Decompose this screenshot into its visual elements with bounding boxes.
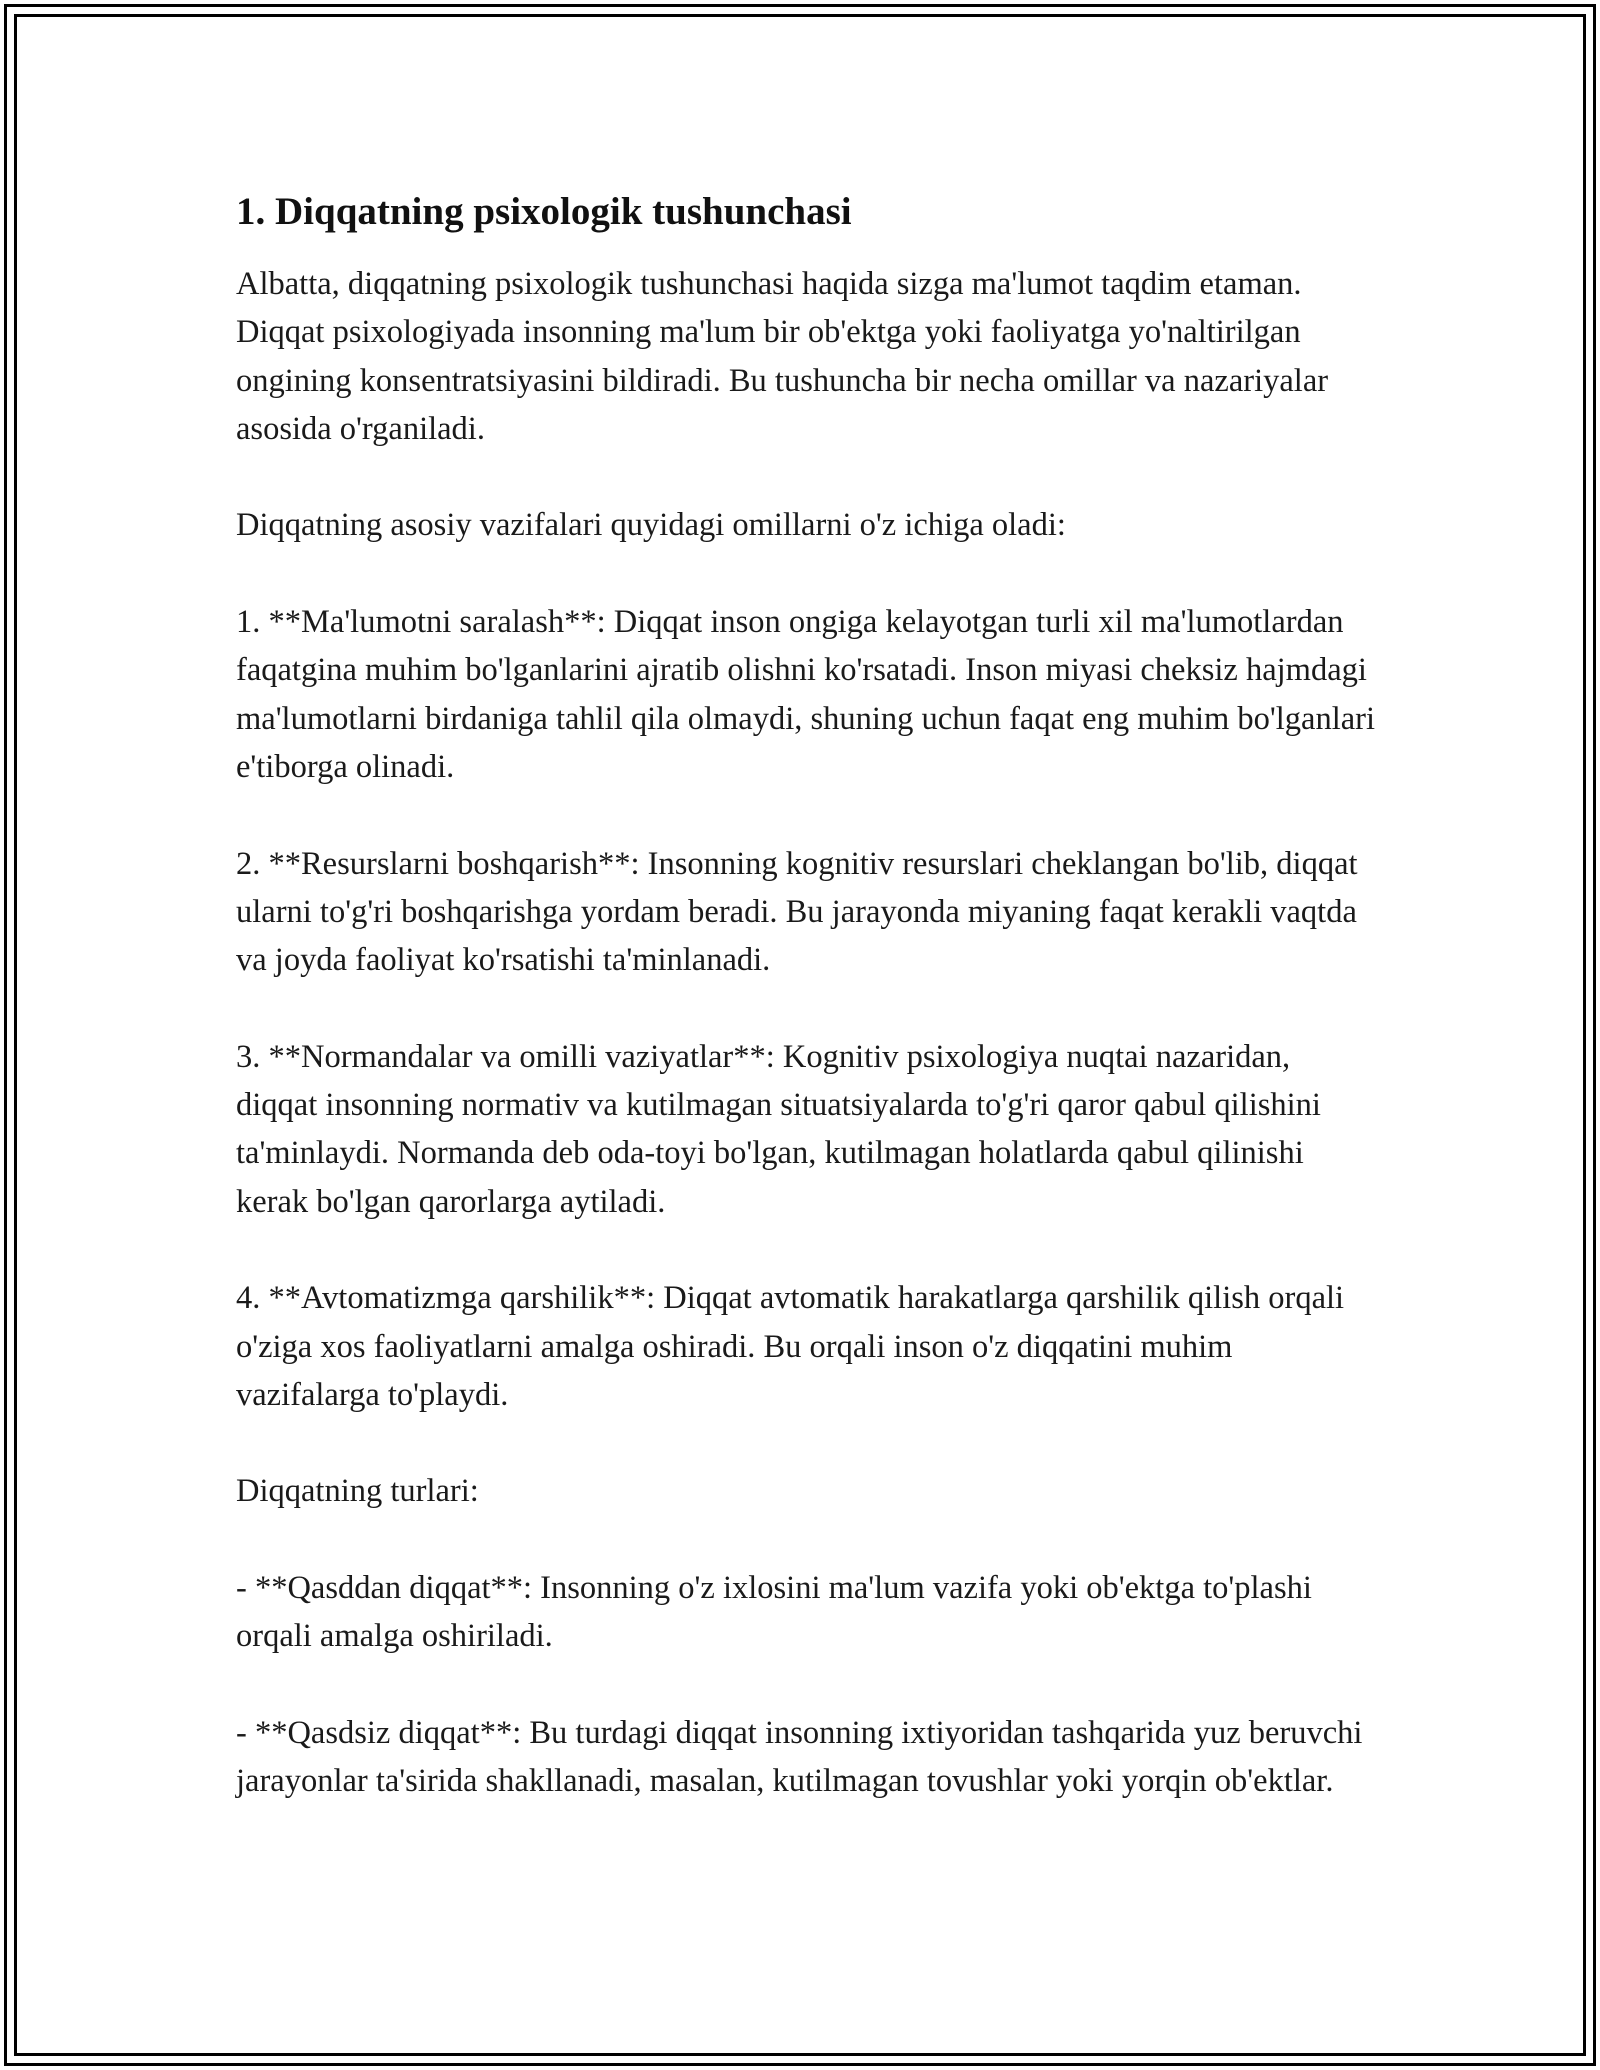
type-item-voluntary: - **Qasddan diqqat**: Insonning o'z ixlosini ma'lum vazifa yoki ob'ektga to'plashi orqali amalga oshiriladi. <box>236 1570 1312 1655</box>
functions-heading-paragraph: Diqqatning asosiy vazifalari quyidagi omillarni o'z ichiga oladi: <box>236 507 1066 544</box>
function-item-2: 2. **Resurslarni boshqarish**: Insonning kognitiv resurslari cheklangan bo'lib, diqqat ularni to'g'ri boshqarishga yordam beradi. Bu jarayonda miyaning faqat kerakli vaqtda va joyda faoliyat ko'rsatishi ta'minlanadi. <box>236 845 1358 979</box>
type-item-involuntary: - **Qasdsiz diqqat**: Bu turdagi diqqat insonning ixtiyoridan tashqarida yuz beruvchi jarayonlar ta'sirida shakllanadi, masalan, kutilmagan tovushlar yoki yorqin ob'ektlar. <box>236 1714 1363 1800</box>
function-item-1: 1. **Ma'lumotni saralash**: Diqqat inson ongiga kelayotgan turli xil ma'lumotlardan faqatgina muhim bo'lganlarini ajratib olishni ko'rsatadi. Inson miyasi cheksiz hajmdagi ma'lumotlarni birdaniga tahlil qila olmaydi, shuning uchun faqat eng muhim bo'lganlari e'tiborga olinadi. <box>236 604 1376 785</box>
types-heading-paragraph: Diqqatning turlari: <box>236 1473 479 1510</box>
function-item-3: 3. **Normandalar va omilli vaziyatlar**: Kognitiv psixologiya nuqtai nazaridan, diqqat insonning normativ va kutilmagan situatsiyalarda to'g'ri qaror qabul qilishini ta'minlaydi. Normanda deb oda-toyi bo'lgan, kutilmagan holatlarda qabul qilinishi kerak bo'lgan qarorlarga aytiladi. <box>236 1038 1321 1220</box>
document-title: 1. Diqqatning psixologik tushunchasi <box>236 190 852 233</box>
document-body <box>236 186 1376 1806</box>
intro-paragraph: Albatta, diqqatning psixologik tushunchasi haqida sizga ma'lumot taqdim etaman. Diqqat psixologiyada insonning ma'lum bir ob'ektga yoki faoliyatga yo'naltirilgan ongining konsentratsiyasini bildiradi. Bu tushuncha bir necha omillar va nazariyalar asosida o'rganiladi. <box>236 266 1329 447</box>
function-item-4: 4. **Avtomatizmga qarshilik**: Diqqat avtomatik harakatlarga qarshilik qilish orqali o'ziga xos faoliyatlarni amalga oshiradi. Bu orqali inson o'z diqqatini muhim vazifalarga to'playdi. <box>236 1280 1345 1413</box>
